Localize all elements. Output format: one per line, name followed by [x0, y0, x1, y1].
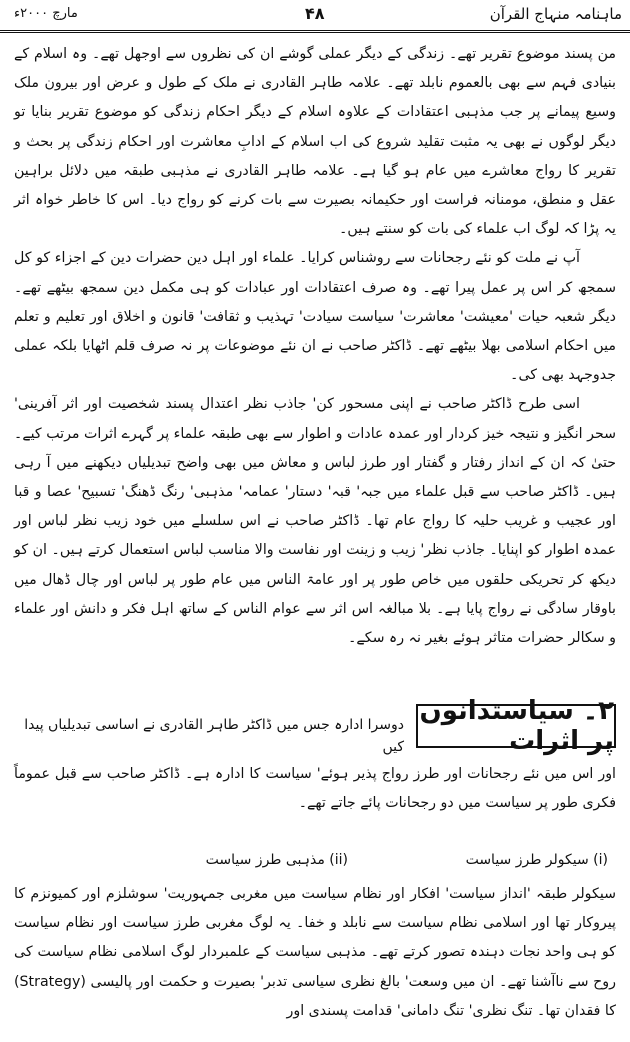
- issue-date: مارچ ۲۰۰۰ء: [14, 6, 78, 21]
- section-body: [14, 760, 616, 818]
- paragraph: من پسند موضوع تقریر تھے۔ زندگی کے دیگر عملی گوشے ان کی نظروں سے اوجھل تھے۔ وہ اسلام کے بنیادی فہم سے بھی بالعموم نابلد تھے۔ علامہ طاہر القادری نے ملک کے طول و عرض اور بیرون ملک وسیع پیمانے پر جب مذہبی اعتقادات کے علاوہ اسلام کے دیگر احکام زندگی کو موضوع تقریر بنایا تو دیگر لوگوں نے بھی یہ مثبت تقلید شروع کی اب اسلام کے ادابِ معاشرت اور احکام زندگی پر بحث و تقریر کا رواج معاشرے میں عام ہو گیا ہے۔ علامہ طاہر القادری نے مذہبی طبقہ میں دلائل براہین عقل و منطق، مومنانہ فراست اور حکیمانہ بصیرت سے بات کرنے کو رواج دیا۔ اس کا خاطر خواہ اثر یہ پڑا کہ لوگ اب علماء کی بات کو سنتے ہیں۔: [14, 46, 616, 238]
- section-intro: دوسرا ادارہ جس میں ڈاکٹر طاہر القادری نے اساسی تبدیلیاں پیدا کیں: [24, 717, 404, 755]
- list-item: (i) سیکولر طرز سیاست: [465, 852, 608, 868]
- article-body: [14, 40, 616, 653]
- politics-types-list: [14, 848, 616, 876]
- paragraph: اور اس میں نئے رجحانات اور طرز رواج پذیر ہوئے' سیاست کا ادارہ ہے۔ ڈاکٹر صاحب سے قبل عموماً فکری طور پر سیاست میں دو رجحانات پائے جاتے تھے۔: [14, 766, 616, 812]
- section-heading: ۲۔ سیاستدانوں پر اثرات: [416, 704, 616, 748]
- section-closing: [14, 880, 616, 1026]
- list-item: (ii) مذہبی طرز سیاست: [205, 852, 348, 868]
- paragraph: سیکولر طبقہ 'انداز سیاست' افکار اور نظام سیاست میں مغربی جمہوریت' سوشلزم اور کمیونزم کا پیروکار تھا اور اسلامی نظام سیاست سے نابلد و خفا۔ یہ لوگ مغربی طرز سیاست اور نظام سیاست کو ہی واحد نجات دہندہ تصور کرتے تھے۔ مذہبی سیاست کے علمبردار لوگ اسلامی نظام سیاست کی روح سے ناآشنا تھے۔ ان میں وسعت' بالغ نظری سیاسی تدبر' بصیرت و حکمت اور پالیسی (Strategy) کا فقدان تھا۔ تنگ نظری' تنگ دامانی' قدامت پسندی اور: [14, 886, 616, 1019]
- paragraph: اسی طرح ڈاکٹر صاحب نے اپنی مسحور کن' جاذب نظر اعتدال پسند شخصیت اور اثر آفرینی' سحر انگیز و نتیجہ خیز کردار اور عمدہ عادات و اطوار سے بھی طبقہ علماء پر گہرے اثرات مرتب کیے۔ حتیٰ کہ ان کے انداز رفتار و گفتار اور طرز لباس و معاش میں بھی واضح تبدیلیاں دیکھنے میں آ رہی ہیں۔ ڈاکٹر صاحب سے قبل علماء میں جبہ' قبہ' دستار' عمامہ' مذہبی' رنگ ڈھنگ' تسبیح' عصا و قبا اور عجیب و غریب حلیہ کا رواج عام تھا۔ ڈاکٹر صاحب نے اس سلسلے میں خود زیب نظر لباس اور عمدہ اطوار کو اپنایا۔ جاذب نظر' زیب و زینت اور نفاست والا مناسب لباس استعمال کرتے ہیں۔ ان کو دیکھ کر تحریکی حلقوں میں خاص طور پر اور عامۃ الناس میں عام طور پر لباس اور چال ڈھال میں باوقار سادگی نے رواج پایا ہے۔ بلا مبالغہ اس اثر سے عوام الناس کے ساتھ اہل فکر و دانش اور علماء و سکالر حضرات متاثر ہوئے بغیر نہ رہ سکے۔: [14, 396, 616, 647]
- page-header: [0, 0, 630, 33]
- section-heading-row: [14, 696, 616, 756]
- paragraph: آپ نے ملت کو نئے رجحانات سے روشناس کرایا۔ علماء اور اہل دین حضرات دین کے اجزاء کو کل سمجھ کر اس پر عمل پیرا تھے۔ وہ صرف اعتقادات اور عبادات کو ہی مکمل دین سمجھ بیٹھے تھے۔ دیگر شعبہ حیات 'معیشت' معاشرت' سیاست سیادت' تہذیب و ثقافت' قانون و اخلاق اور تعلیم و تعلم میں احکام اسلامی بھلا بیٹھے تھے۔ ڈاکٹر صاحب نے ان نئے موضوعات پر نہ صرف قلم اٹھایا بلکہ عملی جدوجہد بھی کی۔: [14, 250, 616, 384]
- page-number: ۴۸: [305, 4, 325, 23]
- magazine-title: ماہنامہ منہاج القرآن: [489, 5, 622, 23]
